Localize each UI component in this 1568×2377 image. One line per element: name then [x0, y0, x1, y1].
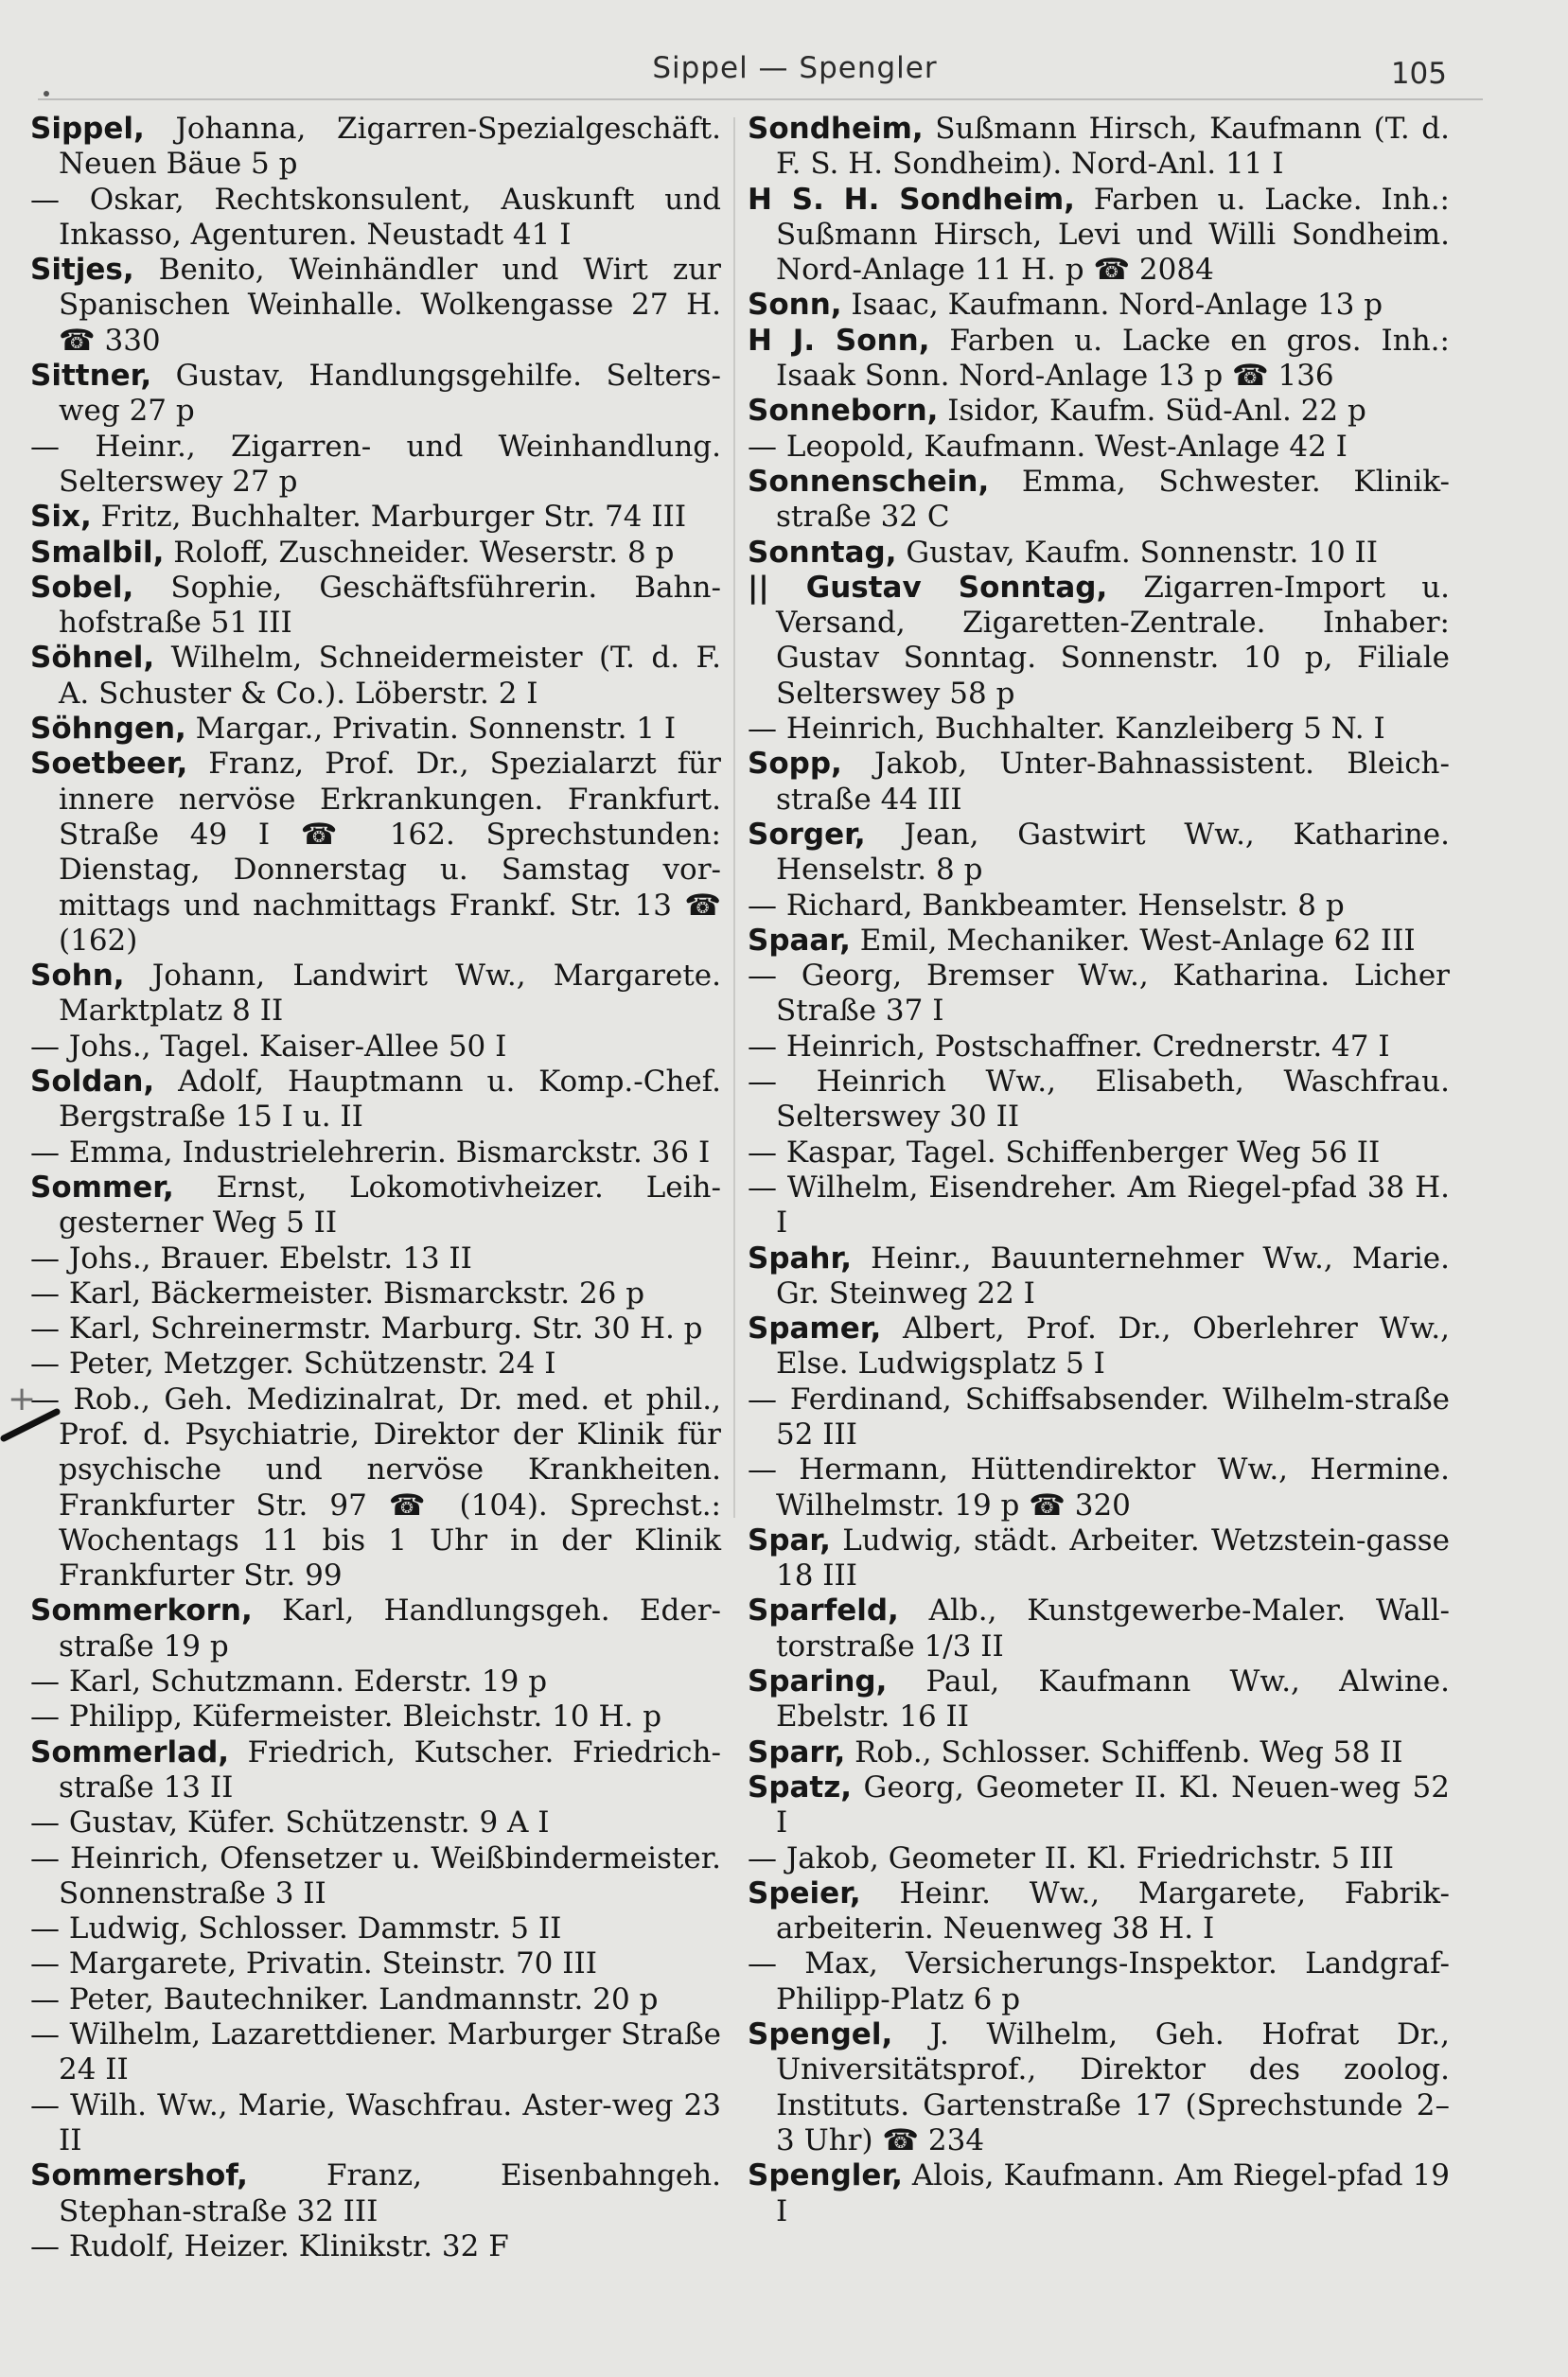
- directory-entry: [30, 712, 721, 747]
- directory-entry: [30, 1699, 721, 1734]
- entry-name: Sonneborn,: [748, 394, 939, 429]
- entry-details: Industrielehrerin. Bismarckstr. 36 I: [172, 1135, 711, 1170]
- entry-details: Heinr., Bauunternehmer Ww., Marie. Gr. Steinweg 22 I: [776, 1241, 1450, 1311]
- entry-name: — Rob.,: [30, 1382, 150, 1417]
- entry-details: Brauer. Ebelstr. 13 II: [150, 1241, 472, 1276]
- entry-name: Spaar,: [748, 923, 851, 958]
- entry-name: Sparr,: [748, 1734, 846, 1770]
- entry-details: Adolf, Hauptmann u. Komp.-Chef. Bergstraße 15 I u. II: [59, 1065, 721, 1135]
- directory-entry: [30, 1735, 721, 1806]
- directory-entry: [748, 2017, 1450, 2158]
- directory-entry: [748, 1593, 1450, 1664]
- margin-arrow-mark: [0, 1399, 66, 1446]
- entry-details: Franz, Prof. Dr., Spezialarzt für innere nervöse Erkrankungen. Frankfurt. Straße 49 I ☎ 162. Sprechstunden: Dienstag, Donnerstag u. Samstag vor-mittags und nachmittags Frankf. Str. 13 ☎ (162): [59, 747, 721, 958]
- entry-details: Ernst, Lokomotivheizer. Leih-gesterner Weg 5 II: [59, 1170, 721, 1241]
- directory-entry: [30, 1277, 721, 1312]
- entry-name: Sommerkorn,: [30, 1593, 253, 1629]
- entry-name: Sohn,: [30, 959, 125, 994]
- entry-details: Tagel. Kaiser-Allee 50 I: [150, 1029, 507, 1064]
- entry-name: — Jakob,: [748, 1840, 879, 1875]
- directory-entry: [30, 1382, 721, 1594]
- entry-name: — Ferdinand,: [748, 1382, 952, 1417]
- entry-details: Ludwig, städt. Arbeiter. Wetzstein-gasse 18 III: [776, 1523, 1450, 1593]
- directory-entry: [30, 641, 721, 712]
- entry-details: Johann, Landwirt Ww., Margarete. Marktplatz 8 II: [59, 959, 721, 1029]
- directory-entry: [748, 747, 1450, 818]
- entry-details: Fritz, Buchhalter. Marburger Str. 74 III: [91, 500, 687, 535]
- directory-entry: [30, 1805, 721, 1840]
- entry-details: Schiffsabsender. Wilhelm-straße 52 III: [776, 1382, 1451, 1452]
- directory-entry: [30, 2088, 721, 2159]
- directory-entry: [30, 1065, 721, 1136]
- entry-details: Geometer II. Kl. Friedrichstr. 5 III: [878, 1840, 1395, 1875]
- entry-details: Küfermeister. Bleichstr. 10 H. p: [182, 1699, 662, 1734]
- entry-details: Friedrich, Kutscher. Friedrich-straße 13 II: [59, 1734, 721, 1805]
- entry-details: Ofensetzer u. Weißbindermeister. Sonnenstraße 3 II: [59, 1840, 721, 1910]
- directory-entry: [748, 1876, 1450, 1947]
- entry-name: — Heinrich,: [748, 712, 926, 747]
- entry-details: Isidor, Kaufm. Süd-Anl. 22 p: [938, 394, 1366, 429]
- directory-entry: [748, 112, 1450, 183]
- entry-name: Sonntag,: [748, 535, 897, 570]
- directory-entry: [30, 1136, 721, 1171]
- directory-entry: [748, 324, 1450, 395]
- entry-details: Zigarren- und Weinhandlung. Selterswey 27 p: [59, 429, 721, 499]
- entry-name: Sonnenschein,: [748, 464, 990, 499]
- entry-details: Sußmann Hirsch, Kaufmann (T. d. F. S. H. Sondheim). Nord-Anl. 11 I: [776, 112, 1450, 182]
- directory-entry: [30, 1030, 721, 1065]
- entry-name: Sonn,: [748, 288, 842, 323]
- directory-entry: [30, 1946, 721, 1981]
- entry-name: — Heinrich,: [748, 1029, 926, 1064]
- entry-name: Sommershof,: [30, 2158, 248, 2193]
- entry-details: Gustav, Kaufm. Sonnenstr. 10 II: [896, 535, 1379, 570]
- entry-name: — Kaspar,: [748, 1135, 897, 1170]
- entry-name: Sommerlad,: [30, 1734, 230, 1770]
- entry-name: — Margarete,: [30, 1946, 238, 1981]
- entry-name: — Peter,: [30, 1347, 154, 1382]
- directory-entry: [748, 1735, 1450, 1770]
- directory-entry: [748, 1523, 1450, 1594]
- entry-name: — Heinr.,: [30, 429, 196, 464]
- directory-entry: [30, 430, 721, 501]
- entry-name: Spamer,: [748, 1312, 882, 1347]
- header-rule: [38, 98, 1483, 100]
- directory-entry: [748, 924, 1450, 959]
- entry-name: Six,: [30, 500, 92, 535]
- entry-details: Buchhalter. Kanzleiberg 5 N. I: [925, 712, 1385, 747]
- entry-details: Roloff, Zuschneider. Weserstr. 8 p: [164, 535, 675, 570]
- directory-entry: [748, 1382, 1450, 1453]
- entry-name: Spengler,: [748, 2158, 903, 2193]
- entry-name: Sopp,: [748, 747, 842, 782]
- entry-name: Speier,: [748, 1875, 861, 1910]
- entry-name: — Heinrich,: [30, 1840, 210, 1875]
- directory-entry: [748, 1841, 1450, 1876]
- entry-name: — Heinrich: [748, 1065, 946, 1100]
- entry-details: Küfer. Schützenstr. 9 A I: [178, 1805, 550, 1840]
- column-divider: [733, 117, 735, 1518]
- directory-entry: [748, 465, 1450, 536]
- directory-entry: [30, 1347, 721, 1382]
- entry-details: Farben u. Lacke. Inh.: Sußmann Hirsch, Levi und Willi Sondheim. Nord-Anlage 11 H. p ☎ 2084: [776, 182, 1450, 288]
- entry-name: Spengel,: [748, 2017, 893, 2052]
- entry-name: — Peter,: [30, 1981, 154, 2016]
- entry-details: Rechtskonsulent, Auskunft und Inkasso, Agenturen. Neustadt 41 I: [59, 182, 721, 252]
- directory-entry: [30, 1982, 721, 2017]
- directory-entry: [748, 183, 1450, 289]
- entry-details: Jean, Gastwirt Ww., Katharine. Henselstr. 8 p: [776, 817, 1450, 888]
- entry-name: H S. H. Sondheim,: [748, 182, 1075, 217]
- directory-entry: [748, 1312, 1450, 1382]
- entry-name: Spahr,: [748, 1241, 853, 1276]
- entry-details: Bäckermeister. Bismarckstr. 26 p: [141, 1276, 645, 1311]
- entry-name: Sobel,: [30, 570, 134, 605]
- entry-details: Ww., Elisabeth, Waschfrau. Selterswey 30 II: [776, 1065, 1450, 1135]
- page-header: [0, 49, 1568, 106]
- entry-details: Gustav, Handlungsgehilfe. Selters-weg 27 p: [59, 359, 721, 429]
- entry-name: — Hermann,: [748, 1453, 949, 1488]
- entry-details: Schreinermstr. Marburg. Str. 30 H. p: [141, 1312, 703, 1347]
- entry-name: — Karl,: [30, 1312, 142, 1347]
- entry-details: Franz, Eisenbahngeh. Stephan-straße 32 III: [59, 2158, 721, 2228]
- entry-name: — Johs.,: [30, 1029, 151, 1064]
- directory-entry: [748, 959, 1450, 1030]
- entry-name: Sorger,: [748, 817, 866, 852]
- directory-entry: [30, 536, 721, 571]
- directory-entry: [748, 1770, 1450, 1841]
- entry-name: — Oskar,: [30, 182, 185, 217]
- entry-details: Emil, Mechaniker. West-Anlage 62 III: [850, 923, 1416, 958]
- entry-details: Lazarettdiener. Marburger Straße 24 II: [59, 2017, 721, 2087]
- entry-details: Wilhelm, Schneidermeister (T. d. F. A. Schuster & Co.). Löberstr. 2 I: [59, 641, 721, 711]
- entry-name: Sitjes,: [30, 253, 134, 288]
- entry-details: Heizer. Klinikstr. 32 F: [174, 2228, 509, 2263]
- right-column: [748, 112, 1450, 2229]
- entry-details: Zigarren-Import u. Versand, Zigaretten-Zentrale. Inhaber: Gustav Sonntag. Sonnenstr. 10 p, Filiale Selterswey 58 p: [776, 570, 1451, 711]
- entry-name: Söhngen,: [30, 712, 186, 747]
- directory-entry: [30, 2017, 721, 2088]
- entry-name: Sittner,: [30, 359, 152, 394]
- entry-details: Paul, Kaufmann Ww., Alwine. Ebelstr. 16 II: [776, 1664, 1450, 1734]
- entry-details: Sophie, Geschäftsführerin. Bahn-hofstraße 51 III: [59, 570, 721, 641]
- entry-name: Spar,: [748, 1523, 831, 1558]
- entry-details: Versicherungs-Inspektor. Landgraf-Philipp-Platz 6 p: [776, 1946, 1450, 2016]
- entry-details: Tagel. Schiffenberger Weg 56 II: [897, 1135, 1381, 1170]
- entry-name: Söhnel,: [30, 641, 155, 676]
- entry-details: Bremser Ww., Katharina. Licher Straße 37 I: [776, 959, 1450, 1029]
- entry-details: Isaac, Kaufmann. Nord-Anlage 13 p: [841, 288, 1383, 323]
- directory-entry: [30, 1841, 721, 1912]
- directory-entry: [30, 959, 721, 1030]
- entry-name: Sommer,: [30, 1170, 174, 1205]
- directory-entry: [30, 1911, 721, 1946]
- entry-name: Soetbeer,: [30, 747, 188, 782]
- entry-name: Sparing,: [748, 1664, 888, 1699]
- entry-name: — Wilhelm,: [30, 2017, 202, 2052]
- entry-name: — Wilh.: [30, 2087, 148, 2122]
- entry-name: — Karl,: [30, 1664, 142, 1699]
- directory-entry: [30, 2158, 721, 2229]
- entry-name: — Emma,: [30, 1135, 173, 1170]
- directory-entry: [748, 394, 1450, 429]
- entry-name: — Wilhelm,: [748, 1170, 919, 1205]
- directory-entry: [30, 747, 721, 959]
- entry-name: Sparfeld,: [748, 1593, 899, 1629]
- margin-plus-mark: +: [8, 1380, 37, 1418]
- entry-name: — Georg,: [748, 959, 903, 994]
- directory-entry: [30, 253, 721, 359]
- directory-entry: [748, 1171, 1450, 1241]
- entry-details: Privatin. Steinstr. 70 III: [237, 1946, 597, 1981]
- directory-entry: [748, 818, 1450, 889]
- directory-entry: [748, 1065, 1450, 1136]
- entry-details: Postschaffner. Crednerstr. 47 I: [925, 1029, 1390, 1064]
- entry-details: Geh. Medizinalrat, Dr. med. et phil., Prof. d. Psychiatrie, Direktor der Klinik für psychische und nervöse Krankheiten. Frankfurter Str. 97 ☎ (104). Sprechst.: Wochentags 11 bis 1 Uhr in der Klinik Frankfurter Str. 99: [59, 1382, 721, 1593]
- entry-details: Bankbeamter. Henselstr. 8 p: [912, 888, 1345, 923]
- entry-name: — Leopold,: [748, 429, 915, 464]
- entry-name: — Max,: [748, 1946, 878, 1981]
- entry-name: Soldan,: [30, 1065, 155, 1100]
- entry-name: — Gustav,: [30, 1805, 179, 1840]
- directory-entry: [748, 889, 1450, 924]
- entry-details: Eisendreher. Am Riegel-pfad 38 H. I: [776, 1170, 1450, 1241]
- entry-name: Sippel,: [30, 112, 145, 146]
- page-number: 105: [1390, 57, 1447, 91]
- directory-entry: [748, 1136, 1450, 1171]
- entry-details: Georg, Geometer II. Kl. Neuen-weg 52 I: [776, 1770, 1450, 1840]
- directory-entry: [30, 112, 721, 183]
- running-title: Sippel — Spengler: [652, 51, 938, 85]
- directory-entry: [30, 183, 721, 254]
- directory-entry: [30, 1593, 721, 1664]
- directory-entry: [30, 1241, 721, 1277]
- directory-entry: [30, 500, 721, 535]
- directory-entry: [748, 2158, 1450, 2229]
- entry-details: Margar., Privatin. Sonnenstr. 1 I: [185, 712, 677, 747]
- entry-details: Heinr. Ww., Margarete, Fabrik-arbeiterin. Neuenweg 38 H. I: [776, 1875, 1450, 1946]
- entry-name: — Johs.,: [30, 1241, 151, 1276]
- entry-details: Alb., Kunstgewerbe-Maler. Wall-torstraße 1/3 II: [776, 1593, 1450, 1664]
- directory-entry: [748, 1664, 1450, 1735]
- entry-details: Kaufmann. West-Anlage 42 I: [914, 429, 1348, 464]
- entry-details: Bautechniker. Landmannstr. 20 p: [153, 1981, 659, 2016]
- entry-details: Schlosser. Dammstr. 5 II: [188, 1911, 562, 1946]
- entry-name: Spatz,: [748, 1770, 853, 1805]
- directory-entry: [30, 1664, 721, 1699]
- directory-entry: [30, 1171, 721, 1241]
- entry-details: Ww., Marie, Waschfrau. Aster-weg 23 II: [59, 2087, 721, 2157]
- left-column: [30, 112, 721, 2264]
- entry-name: H J. Sonn,: [748, 323, 930, 358]
- directory-entry: [748, 430, 1450, 465]
- entry-details: Johanna, Zigarren-Spezialgeschäft. Neuen Bäue 5 p: [59, 112, 721, 182]
- directory-entry: [748, 1453, 1450, 1523]
- directory-entry: [30, 571, 721, 642]
- directory-entry: [748, 1241, 1450, 1312]
- entry-name: — Philipp,: [30, 1699, 183, 1734]
- directory-entry: [748, 712, 1450, 747]
- entry-details: J. Wilhelm, Geh. Hofrat Dr., Universitätsprof., Direktor des zoolog. Instituts. Gartenstraße 17 (Sprechstunde 2–3 Uhr) ☎ 234: [776, 2017, 1450, 2157]
- entry-details: Alois, Kaufmann. Am Riegel-pfad 19 I: [776, 2158, 1450, 2228]
- directory-entry: [748, 536, 1450, 571]
- entry-details: Albert, Prof. Dr., Oberlehrer Ww., Else. Ludwigsplatz 5 I: [776, 1312, 1450, 1382]
- directory-entry: [748, 288, 1450, 323]
- entry-name: Smalbil,: [30, 535, 165, 570]
- entry-details: Rob., Schlosser. Schiffenb. Weg 58 II: [845, 1734, 1403, 1770]
- entry-details: Benito, Weinhändler und Wirt zur Spanischen Weinhalle. Wolkengasse 27 H. ☎ 330: [59, 253, 721, 358]
- directory-entry: [748, 1030, 1450, 1065]
- entry-details: Emma, Schwester. Klinik-straße 32 C: [776, 464, 1450, 535]
- entry-details: Farben u. Lacke en gros. Inh.: Isaak Sonn. Nord-Anlage 13 p ☎ 136: [776, 323, 1450, 394]
- directory-entry: [30, 2229, 721, 2264]
- entry-name: — Rudolf,: [30, 2228, 175, 2263]
- entry-details: Metzger. Schützenstr. 24 I: [153, 1347, 556, 1382]
- directory-entry: [748, 571, 1450, 712]
- directory-entry: [30, 1312, 721, 1347]
- entry-name: — Karl,: [30, 1276, 142, 1311]
- entry-name: — Ludwig,: [30, 1911, 189, 1946]
- entry-details: Hüttendirektor Ww., Hermine. Wilhelmstr. 19 p ☎ 320: [776, 1453, 1450, 1523]
- entry-name: || Gustav Sonntag,: [748, 570, 1108, 605]
- directory-entry: [748, 1946, 1450, 2017]
- entry-name: — Richard,: [748, 888, 913, 923]
- entry-details: Jakob, Unter-Bahnassistent. Bleich-straße 44 III: [776, 747, 1450, 817]
- directory-entry: [30, 359, 721, 430]
- entry-name: Sondheim,: [748, 112, 924, 146]
- entry-details: Schutzmann. Ederstr. 19 p: [141, 1664, 548, 1699]
- entry-details: Karl, Handlungsgeh. Eder-straße 19 p: [59, 1593, 721, 1664]
- margin-dot-mark: [44, 91, 49, 97]
